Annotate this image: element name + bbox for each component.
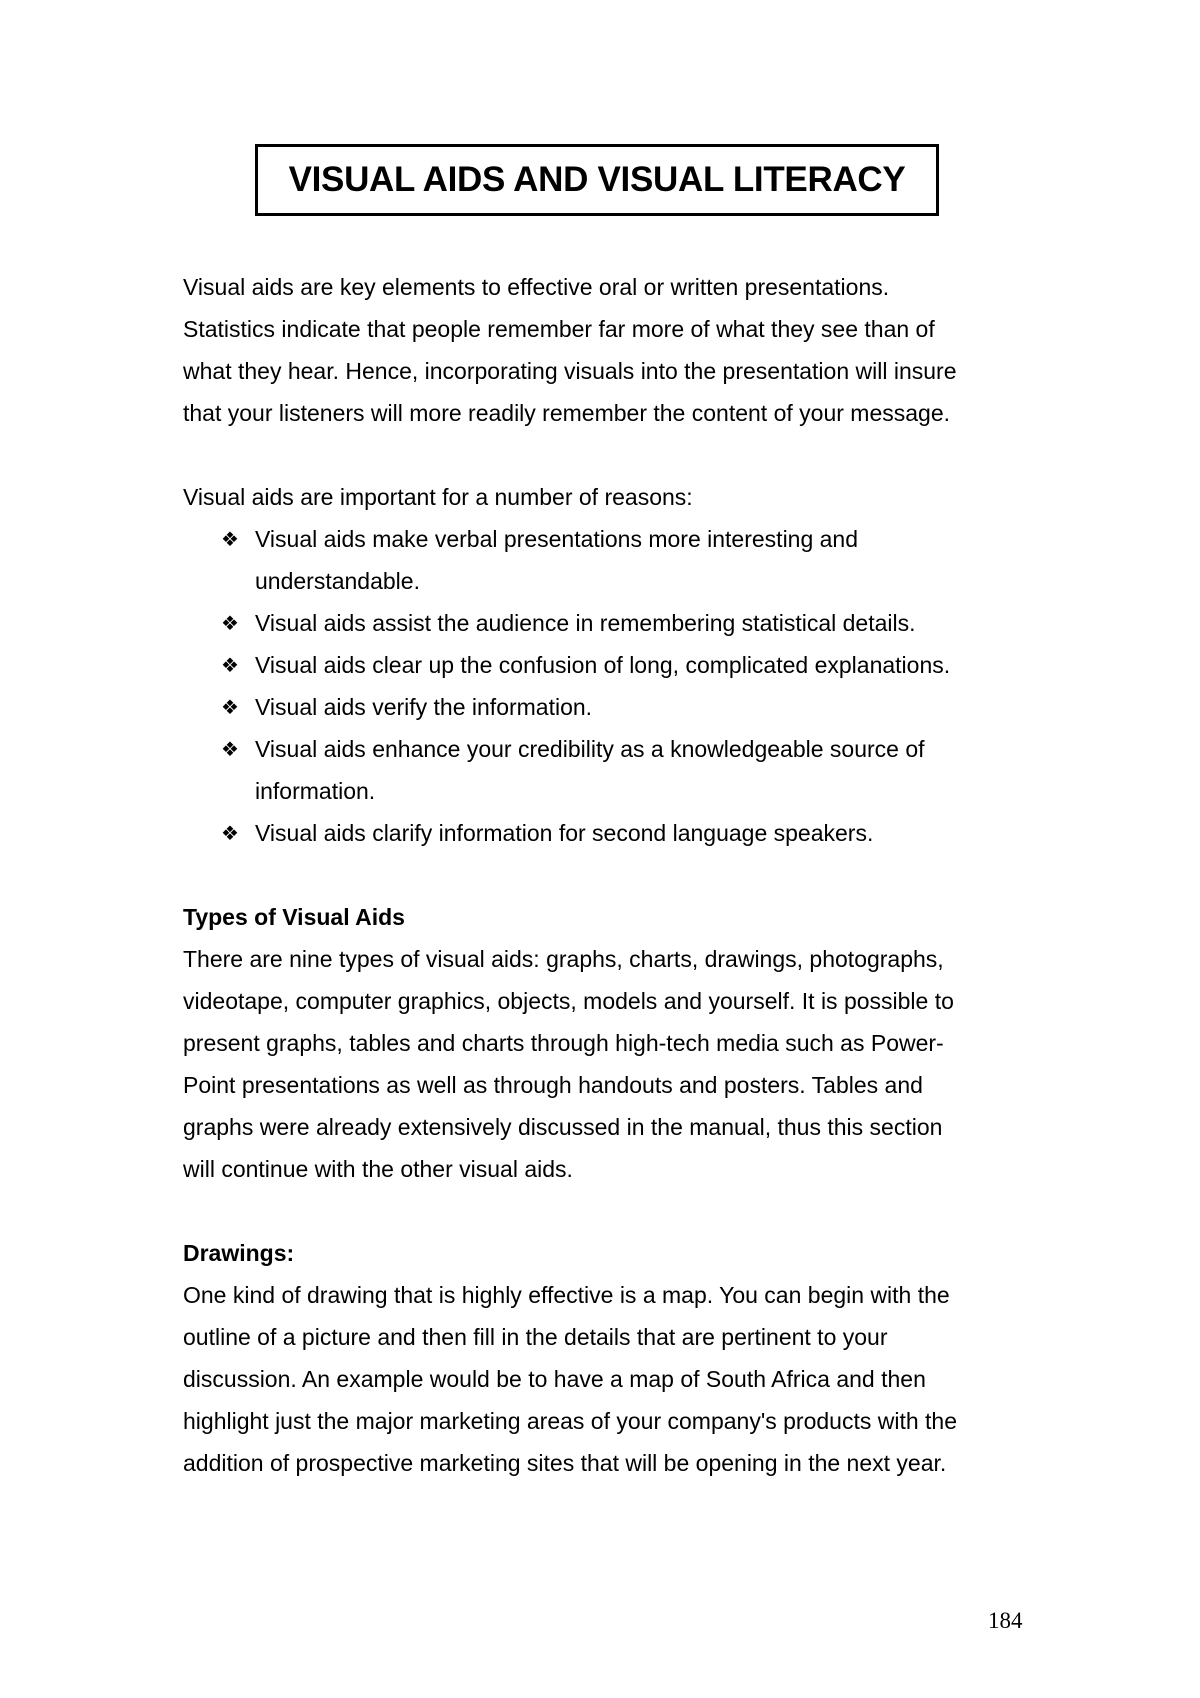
types-line: videotape, computer graphics, objects, models and yourself. It is possible to (183, 988, 954, 1014)
drawings-line: discussion. An example would be to have a map of South Africa and then (183, 1366, 926, 1392)
diamond-bullet-icon: ❖ (221, 611, 239, 635)
drawings-line: One kind of drawing that is highly effective is a map. You can begin with the (183, 1282, 950, 1308)
list-item (183, 602, 1023, 644)
list-item (183, 812, 1023, 854)
page-title: VISUAL AIDS AND VISUAL LITERACY (288, 160, 906, 199)
intro-line: what they hear. Hence, incorporating visuals into the presentation will insure (183, 358, 957, 384)
list-item-text: Visual aids clear up the confusion of long, complicated explanations. (255, 652, 951, 678)
types-paragraph (183, 938, 1023, 1190)
spacer (183, 854, 1023, 896)
spacer (183, 1190, 1023, 1232)
list-item (183, 728, 1023, 812)
types-line: present graphs, tables and charts through high-tech media such as Power- (183, 1030, 944, 1056)
drawings-line: addition of prospective marketing sites that will be opening in the next year. (183, 1450, 947, 1476)
types-line: There are nine types of visual aids: graphs, charts, drawings, photographs, (183, 946, 944, 972)
list-item-text: information. (255, 778, 376, 804)
types-line: graphs were already extensively discussed in the manual, thus this section (183, 1114, 943, 1140)
list-item-text: understandable. (255, 568, 420, 594)
intro-line: Visual aids are key elements to effective oral or written presentations. (183, 274, 890, 300)
list-item-text: Visual aids enhance your credibility as a knowledgeable source of (255, 736, 925, 762)
intro-paragraph (183, 266, 1023, 434)
types-line: will continue with the other visual aids. (183, 1156, 573, 1182)
drawings-paragraph (183, 1274, 1023, 1484)
diamond-bullet-icon: ❖ (221, 527, 239, 551)
diamond-bullet-icon: ❖ (221, 653, 239, 677)
section-heading-drawings: Drawings: (183, 1240, 295, 1266)
body-content (183, 266, 1023, 1484)
diamond-bullet-icon: ❖ (221, 737, 239, 761)
spacer (183, 434, 1023, 476)
list-item-text: Visual aids clarify information for second language speakers. (255, 820, 874, 846)
diamond-bullet-icon: ❖ (221, 821, 239, 845)
diamond-bullet-icon: ❖ (221, 695, 239, 719)
drawings-line: outline of a picture and then fill in the details that are pertinent to your (183, 1324, 888, 1350)
drawings-line: highlight just the major marketing areas of your company's products with the (183, 1408, 957, 1434)
title-box (255, 144, 939, 216)
types-line: Point presentations as well as through handouts and posters. Tables and (183, 1072, 923, 1098)
list-item-text: Visual aids assist the audience in remembering statistical details. (255, 610, 916, 636)
page-number: 184 (988, 1608, 1023, 1633)
reasons-lead: Visual aids are important for a number of reasons: (183, 484, 693, 510)
list-item-text: Visual aids verify the information. (255, 694, 593, 720)
intro-line: that your listeners will more readily remember the content of your message. (183, 400, 950, 426)
list-item (183, 518, 1023, 602)
section-heading-types: Types of Visual Aids (183, 904, 405, 930)
reasons-list (183, 518, 1023, 854)
list-item-text: Visual aids make verbal presentations more interesting and (255, 526, 859, 552)
intro-line: Statistics indicate that people remember far more of what they see than of (183, 316, 935, 342)
list-item (183, 644, 1023, 686)
list-item (183, 686, 1023, 728)
